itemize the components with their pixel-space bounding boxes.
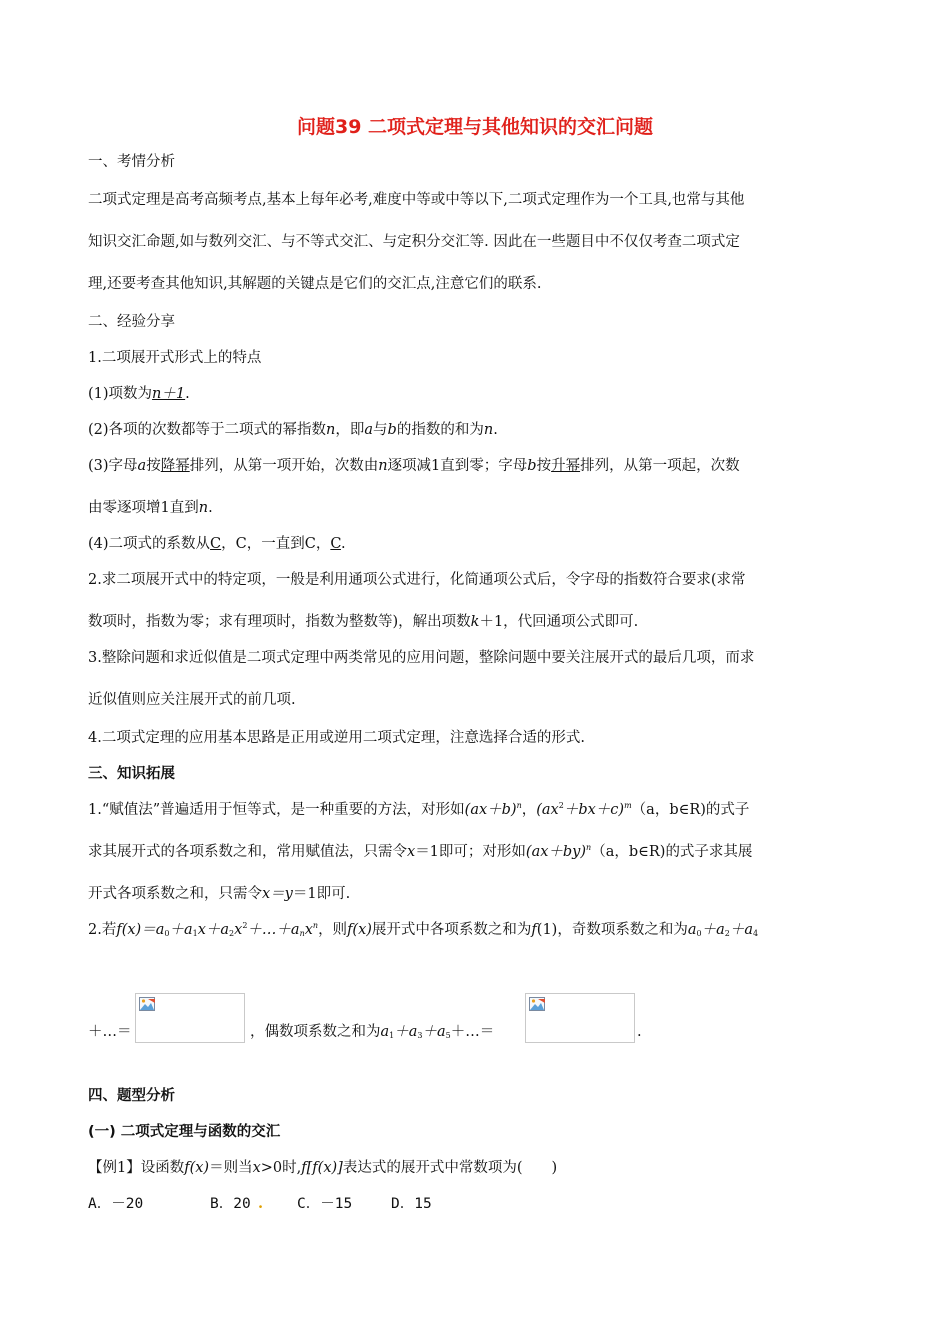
list-item: 1.二项展开式形式上的特点 bbox=[88, 350, 262, 366]
text: . bbox=[493, 422, 498, 438]
math-term: f(x) bbox=[347, 922, 372, 938]
list-item-continued bbox=[250, 1022, 494, 1042]
text: 排列，从第一项起，次数 bbox=[580, 458, 740, 474]
text: (4)二项式的系数从 bbox=[88, 536, 211, 552]
math-term: 4 bbox=[753, 929, 759, 938]
math-term: 2 bbox=[242, 921, 248, 930]
highlight-dot: . bbox=[258, 1195, 264, 1212]
list-item bbox=[88, 534, 346, 554]
text: (1)，奇数项系数之和为 bbox=[536, 922, 688, 938]
example-question bbox=[88, 1158, 557, 1178]
math-term: 5 bbox=[445, 1031, 451, 1040]
text: (2)各项的次数都等于二项式的幂指数 bbox=[88, 422, 327, 438]
math-term: f bbox=[531, 922, 537, 938]
text: . bbox=[208, 500, 213, 516]
underlined-term: 升幂 bbox=[551, 458, 581, 474]
math-term: ＋a bbox=[169, 922, 193, 938]
math-term: x＝y bbox=[262, 886, 293, 902]
text: . bbox=[340, 536, 346, 552]
math-term: n bbox=[312, 921, 319, 930]
list-item-continued: 近似值则应关注展开式的前几项. bbox=[88, 692, 296, 708]
list-item: 4.二项式定理的应用基本思路是正用或逆用二项式定理，注意选择合适的形式. bbox=[88, 730, 585, 746]
text: 逐项减1直到零；字母 bbox=[387, 458, 528, 474]
underlined-term: C bbox=[330, 536, 341, 552]
math-term: ＋bx＋c) bbox=[563, 802, 625, 818]
section-heading-analysis: 一、考情分析 bbox=[88, 154, 175, 170]
text: ，则 bbox=[318, 922, 348, 938]
text: 求其展开式的各项系数之和，常用赋值法，只需令 bbox=[88, 844, 407, 860]
math-term: f bbox=[301, 1160, 307, 1176]
math-term: (ax＋b) bbox=[464, 802, 517, 818]
math-term: f(x) bbox=[116, 922, 142, 938]
math-term: 2 bbox=[558, 801, 564, 810]
list-item: 3.整除问题和求近似值是二项式定理中两类常见的应用问题，整除问题中要关注展开式的最后几项，而求 bbox=[88, 650, 755, 666]
math-term: (ax bbox=[536, 802, 559, 818]
math-term: [f(x)] bbox=[306, 1160, 343, 1176]
text: 排列，从第一项开始，次数由 bbox=[189, 458, 379, 474]
answer-option-a: A．－20 bbox=[88, 1196, 144, 1212]
text: 展开式中各项系数之和为 bbox=[371, 922, 532, 938]
list-item-continued bbox=[88, 498, 213, 518]
text: >0时, bbox=[260, 1160, 302, 1176]
math-term: n bbox=[516, 801, 522, 810]
math-term: 2 bbox=[724, 929, 730, 938]
answer-option-b: B．20 bbox=[210, 1196, 251, 1212]
list-item bbox=[88, 384, 190, 404]
list-item-continued bbox=[88, 612, 638, 632]
text: 的指数的和为 bbox=[396, 422, 484, 438]
answer-option-d: D．15 bbox=[391, 1196, 432, 1212]
text: ＋…＝ bbox=[450, 1024, 495, 1040]
math-term: (ax＋by) bbox=[525, 844, 587, 860]
math-term: ＝a bbox=[141, 922, 165, 938]
text: (3)字母 bbox=[88, 458, 138, 474]
text: 表达式的展开式中常数项为( ) bbox=[342, 1160, 558, 1176]
text: ＋1，代回通项公式即可. bbox=[479, 614, 639, 630]
math-term: n＋1 bbox=[152, 386, 186, 402]
text: 【例1】设函数 bbox=[88, 1160, 185, 1176]
math-term: f(x) bbox=[184, 1160, 210, 1176]
math-term: x bbox=[407, 844, 416, 860]
broken-image-icon bbox=[529, 997, 547, 1013]
math-term: 0 bbox=[696, 929, 702, 938]
math-term: x＋a bbox=[197, 922, 230, 938]
math-term: n bbox=[326, 422, 336, 438]
text: 由零逐项增1直到 bbox=[88, 500, 199, 516]
list-item-continued bbox=[88, 884, 350, 904]
broken-image-placeholder bbox=[525, 993, 635, 1043]
text: ，C，一直到C， bbox=[221, 536, 331, 552]
math-term: a bbox=[364, 422, 374, 438]
math-term: k bbox=[470, 614, 480, 630]
math-term: ＋a bbox=[701, 922, 725, 938]
math-term: n bbox=[299, 929, 305, 938]
text: （a，b∈R)的式子 bbox=[631, 802, 750, 818]
math-term: ＋…＋a bbox=[247, 922, 300, 938]
math-term: x bbox=[234, 922, 243, 938]
section-heading-knowledge: 三、知识拓展 bbox=[88, 766, 175, 782]
math-term: n bbox=[378, 458, 388, 474]
text: （a，b∈R)的式子求其展 bbox=[591, 844, 753, 860]
list-item-continued bbox=[88, 842, 752, 862]
text: 按 bbox=[146, 458, 161, 474]
text: 1.“赋值法”普遍适用于恒等式，是一种重要的方法，对形如 bbox=[88, 802, 465, 818]
text: ，即 bbox=[335, 422, 365, 438]
math-term: ＋a bbox=[422, 1024, 446, 1040]
text: ，偶数项系数之和为 bbox=[250, 1024, 381, 1040]
math-term: ＋a bbox=[394, 1024, 418, 1040]
list-item bbox=[88, 420, 498, 440]
broken-image-placeholder bbox=[135, 993, 245, 1043]
math-term: 0 bbox=[164, 929, 170, 938]
list-item: 2.求二项展开式中的特定项，一般是利用通项公式进行，化简通项公式后，令字母的指数符合要求(求常 bbox=[88, 572, 746, 588]
math-term: b bbox=[527, 458, 537, 474]
math-term: a bbox=[137, 458, 147, 474]
math-term: x bbox=[304, 922, 313, 938]
text: 按 bbox=[536, 458, 552, 474]
math-term: m bbox=[624, 801, 632, 810]
text: 开式各项系数之和，只需令 bbox=[88, 886, 262, 902]
section-heading-problem-types: 四、题型分析 bbox=[88, 1088, 175, 1104]
math-term: n bbox=[586, 843, 592, 852]
answer-option-c: C．－15 bbox=[297, 1196, 353, 1212]
text: . bbox=[637, 1024, 642, 1040]
math-term: b bbox=[387, 422, 397, 438]
math-term: a bbox=[380, 1024, 390, 1040]
math-term: n bbox=[198, 500, 209, 516]
list-item bbox=[88, 456, 740, 476]
text: ， bbox=[521, 802, 537, 818]
text: ＝则当 bbox=[209, 1160, 253, 1176]
paragraph-line: 理,还要考查其他知识,其解题的关键点是它们的交汇点,注意它们的联系. bbox=[88, 276, 542, 292]
broken-image-icon bbox=[139, 997, 157, 1013]
text: 与 bbox=[373, 422, 388, 438]
list-item bbox=[88, 920, 758, 940]
text: ＋…＝ bbox=[88, 1024, 132, 1040]
subsection-heading: (一) 二项式定理与函数的交汇 bbox=[88, 1124, 281, 1140]
text: ＝1即可；对形如 bbox=[415, 844, 526, 860]
text: 数项时，指数为零；求有理项时，指数为整数等)，解出项数 bbox=[88, 614, 471, 630]
math-term: ＋a bbox=[729, 922, 753, 938]
page-title: 问题39 二项式定理与其他知识的交汇问题 bbox=[296, 116, 654, 138]
text: ＝1即可. bbox=[292, 886, 351, 902]
list-item bbox=[88, 800, 749, 820]
text: (1)项数为 bbox=[88, 386, 153, 402]
math-term: 1 bbox=[389, 1031, 395, 1040]
text: 2.若 bbox=[88, 922, 117, 938]
paragraph-line: 二项式定理是高考高频考点,基本上每年必考,难度中等或中等以下,二项式定理作为一个工具,也常与其他 bbox=[88, 192, 745, 208]
math-term: x bbox=[252, 1160, 261, 1176]
text: . bbox=[185, 386, 190, 402]
underlined-term: C bbox=[210, 536, 222, 552]
paragraph-line: 知识交汇命题,如与数列交汇、与不等式交汇、与定积分交汇等. 因此在一些题目中不仅仅考查二项式定 bbox=[88, 234, 740, 250]
math-term: n bbox=[483, 422, 494, 438]
math-term: 3 bbox=[417, 1031, 423, 1040]
math-term: 2 bbox=[229, 929, 235, 938]
math-term: a bbox=[687, 922, 697, 938]
list-item-continued bbox=[88, 1022, 132, 1042]
underlined-term: 降幂 bbox=[160, 458, 190, 474]
math-term: 1 bbox=[192, 929, 198, 938]
section-heading-experience: 二、经验分享 bbox=[88, 314, 175, 330]
